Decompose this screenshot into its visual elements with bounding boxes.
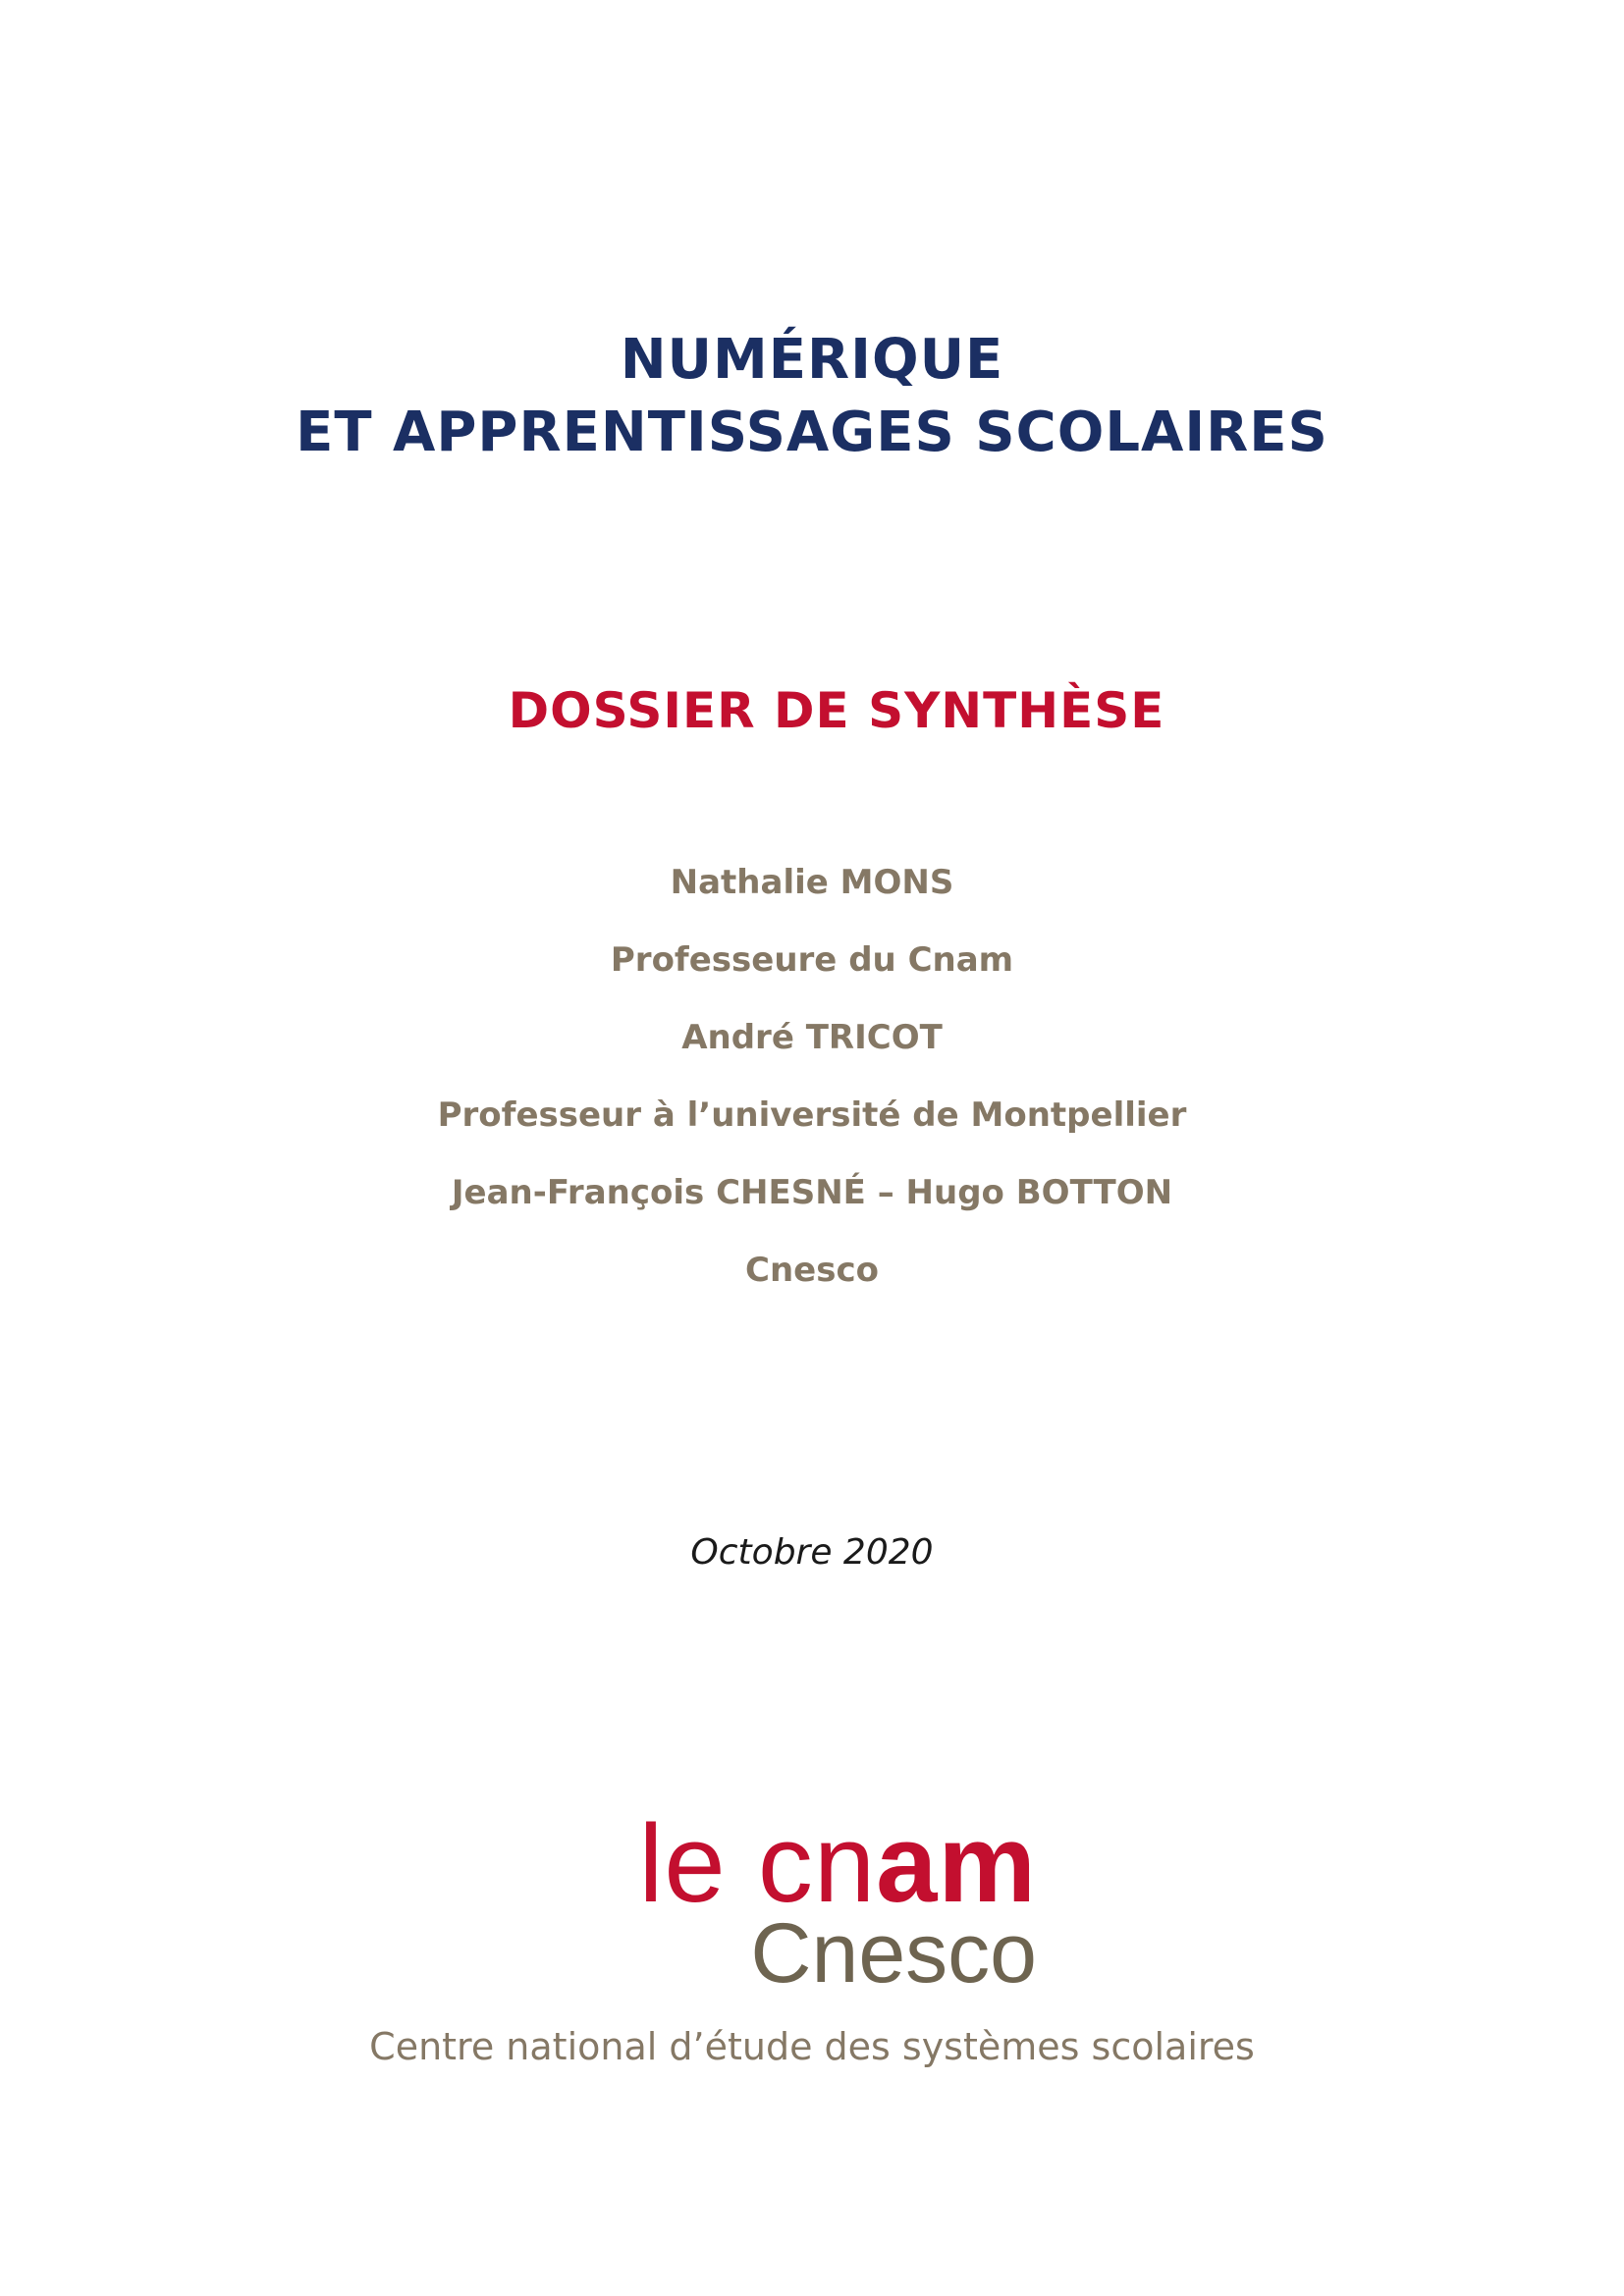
- publication-date: Octobre 2020: [690, 1532, 934, 1573]
- cnesco-wordmark: Cnesco: [750, 1906, 1037, 2001]
- author-line: Professeure du Cnam: [610, 940, 1014, 980]
- document-title: [0, 324, 1624, 469]
- cnam-cnesco-logo: [595, 1802, 1037, 2001]
- logo-c: c: [757, 1802, 814, 1925]
- authors-block: [0, 844, 1624, 1309]
- author-line: André TRICOT: [681, 1018, 943, 1057]
- organization-name: Centre national d’étude des systèmes scolaires: [369, 2025, 1255, 2068]
- logo-n: n: [813, 1802, 877, 1925]
- le-cnam-wordmark: [595, 1802, 1037, 1925]
- author-line: Professeur à l’université de Montpellier: [437, 1095, 1187, 1135]
- author-line: Jean-François CHESNÉ – Hugo BOTTON: [451, 1173, 1173, 1212]
- author-line: Nathalie MONS: [670, 863, 954, 902]
- document-subtitle: DOSSIER DE SYNTHÈSE: [508, 682, 1165, 739]
- author-line: Cnesco: [745, 1251, 879, 1290]
- logo-am: am: [876, 1802, 1037, 1925]
- title-line-1: NUMÉRIQUE: [620, 328, 1004, 392]
- logo-le: le: [638, 1802, 727, 1925]
- title-line-2: ET APPRENTISSAGES SCOLAIRES: [296, 400, 1328, 464]
